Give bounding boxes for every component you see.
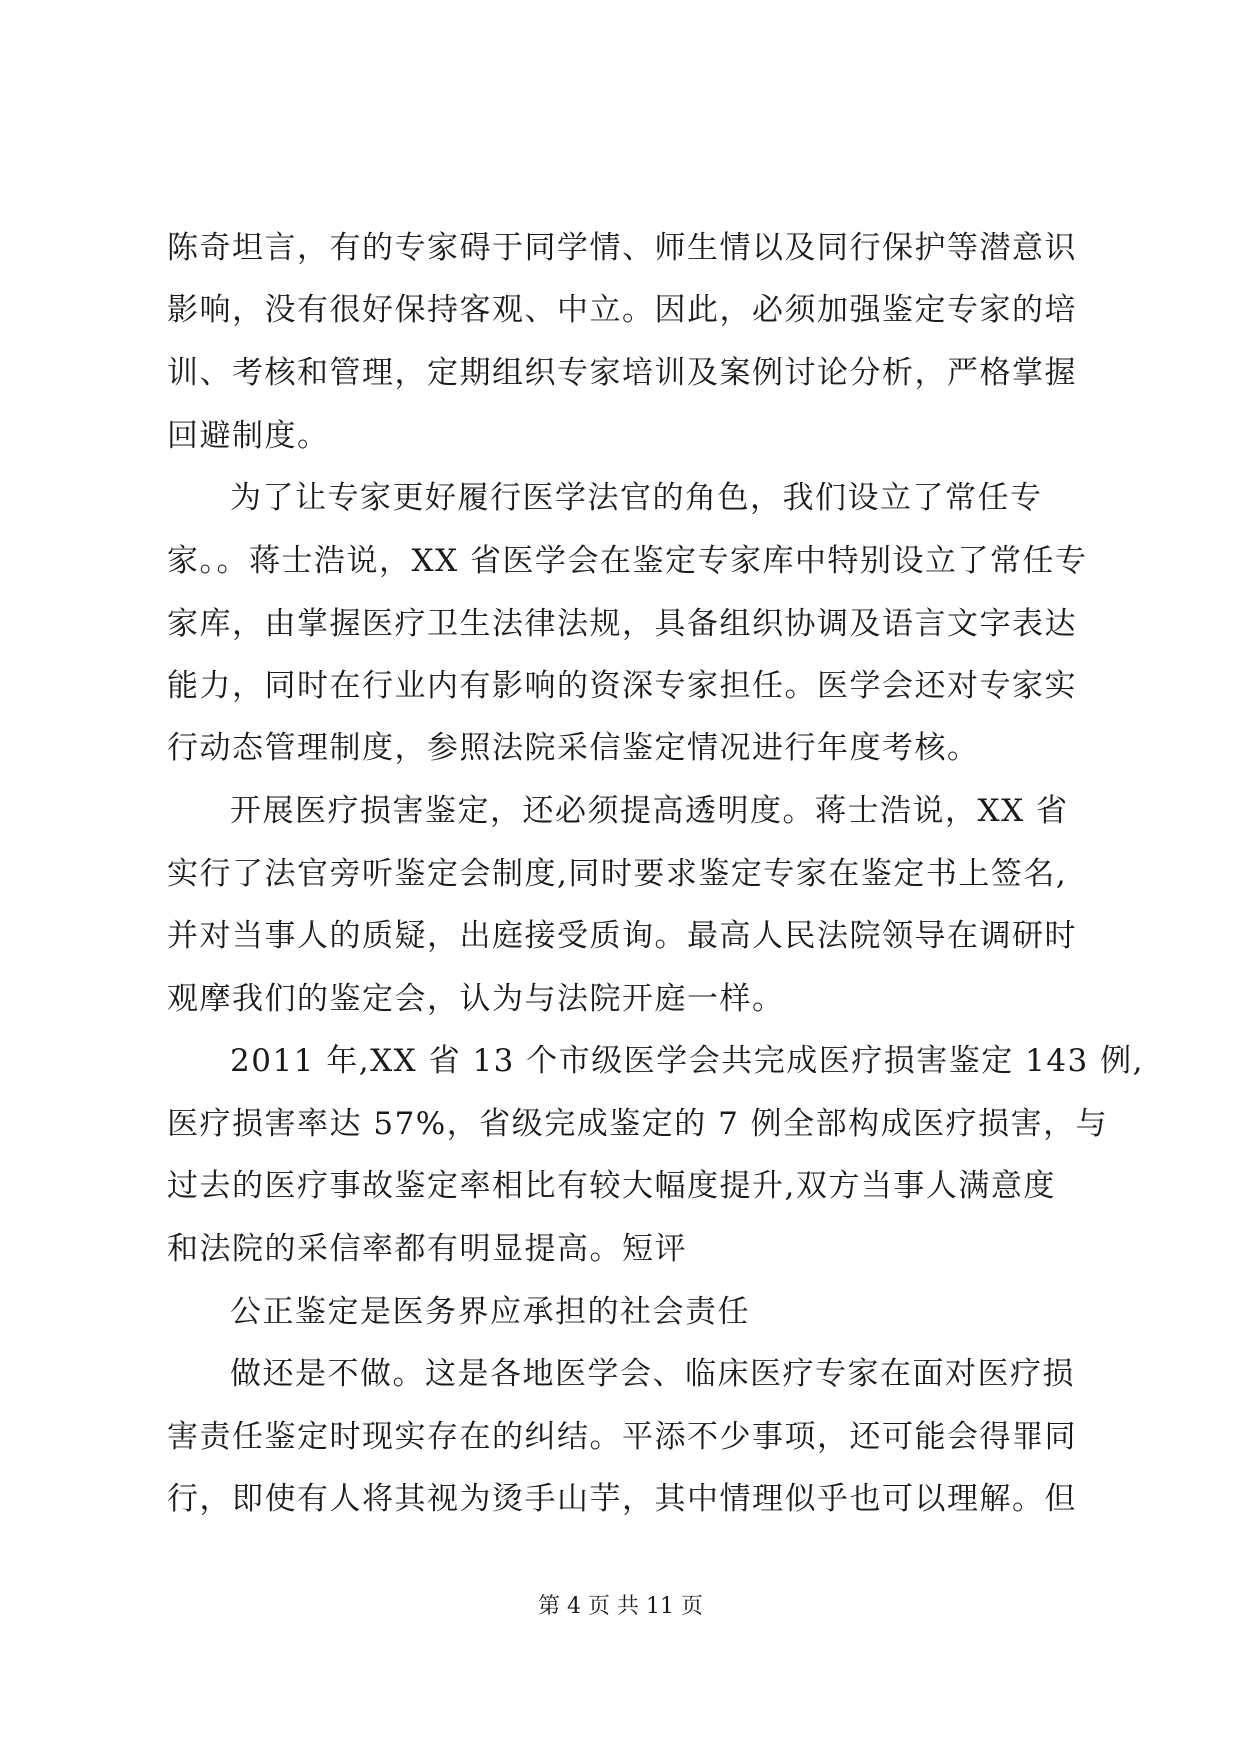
body-line: 陈奇坦言，有的专家碍于同学情、师生情以及同行保护等潜意识: [167, 230, 1077, 266]
body-line: 和法院的采信率都有明显提高。短评: [167, 1231, 687, 1267]
body-line: 家库，由掌握医疗卫生法律法规，具备组织协调及语言文字表达: [167, 606, 1077, 642]
body-line: 过去的医疗事故鉴定率相比有较大幅度提升,双方当事人满意度: [167, 1168, 1056, 1204]
page-number-footer: 第 4 页 共 11 页: [538, 1594, 703, 1619]
body-line: 训、考核和管理，定期组织专家培训及案例讨论分析，严格掌握: [167, 355, 1077, 391]
body-line: 能力，同时在行业内有影响的资深专家担任。医学会还对专家实: [167, 668, 1077, 704]
body-line: 家。。蒋士浩说，XX 省医学会在鉴定专家库中特别设立了常任专: [167, 543, 1088, 579]
body-line: 开展医疗损害鉴定，还必须提高透明度。蒋士浩说，XX 省: [230, 793, 1069, 829]
body-line: 回避制度。: [167, 418, 330, 454]
body-line: 为了让专家更好履行医学法官的角色，我们设立了常任专: [230, 480, 1043, 516]
body-line: 并对当事人的质疑，出庭接受质询。最高人民法院领导在调研时: [167, 918, 1077, 954]
body-line: 观摩我们的鉴定会，认为与法院开庭一样。: [167, 981, 785, 1017]
body-line: 行动态管理制度，参照法院采信鉴定情况进行年度考核。: [167, 730, 980, 766]
body-line: 医疗损害率达 57%，省级完成鉴定的 7 例全部构成医疗损害，与: [167, 1106, 1109, 1142]
body-line: 做还是不做。这是各地医学会、临床医疗专家在面对医疗损: [230, 1356, 1075, 1392]
body-line: 影响，没有很好保持客观、中立。因此，必须加强鉴定专家的培: [167, 292, 1077, 328]
body-line: 实行了法官旁听鉴定会制度,同时要求鉴定专家在鉴定书上签名,: [167, 856, 1068, 892]
body-line: 2011 年,XX 省 13 个市级医学会共完成医疗损害鉴定 143 例,: [230, 1043, 1144, 1079]
body-line: 公正鉴定是医务界应承担的社会责任: [230, 1294, 750, 1330]
body-line: 害责任鉴定时现实存在的纠结。平添不少事项，还可能会得罪同: [167, 1419, 1077, 1455]
body-line: 行，即使有人将其视为烫手山芋，其中情理似乎也可以理解。但: [167, 1481, 1077, 1517]
